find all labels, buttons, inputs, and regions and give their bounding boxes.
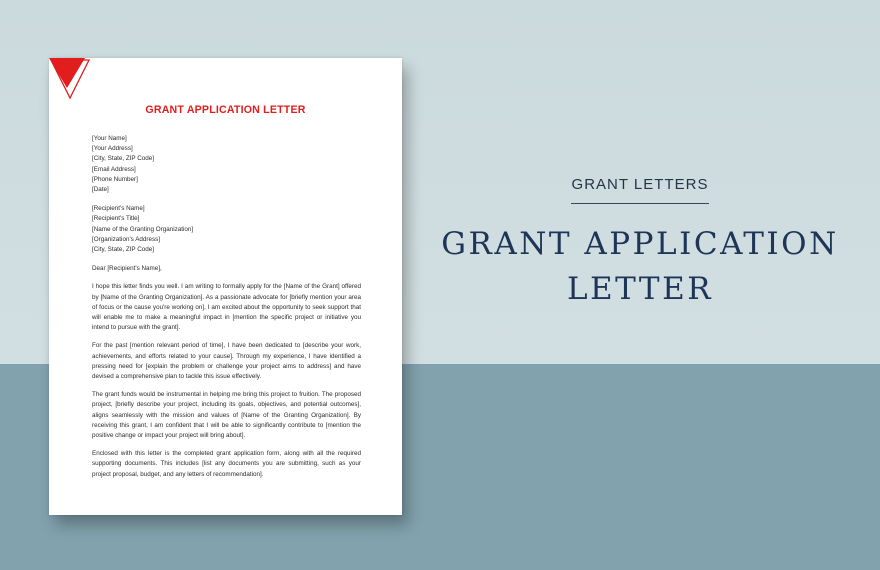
letter-document — [49, 58, 402, 515]
recipient-line: [City, State, ZIP Code] — [92, 246, 155, 254]
paragraph-experience: For the past [mention relevant period of time], I have been dedicated to [describe your work, achievements, and efforts related to your cause]. Through my experience, I have identified a pressing need for [explain the problem or challenge your project aims to address] and have devised a comprehensive plan to tackle this issue effectively. — [92, 342, 361, 381]
title-panel — [430, 170, 850, 312]
sender-line: [Date] — [92, 186, 109, 194]
recipient-block — [92, 204, 361, 255]
sender-line: [Your Name] — [92, 135, 127, 142]
sender-line: [Email Address] — [92, 165, 136, 173]
recipient-line: [Recipient's Title] — [92, 215, 140, 223]
sender-block — [92, 134, 361, 195]
main-title — [430, 222, 850, 312]
sender-line: [Phone Number] — [92, 175, 138, 183]
sender-line: [Your Address] — [92, 145, 133, 153]
category-label: GRANT LETTERS — [571, 176, 709, 193]
red-triangle-icon — [49, 58, 91, 100]
document-title: GRANT APPLICATION LETTER — [145, 104, 306, 116]
paragraph-project: The grant funds would be instrumental in helping me bring this project to fruition. The proposed project, [briefly describe your project, including its goals, objectives, and potential outcomes], aligns seamlessly with the mission and values of [Name of the Granting Organization]. By receiving this grant, I am confident that I will be able to significantly contribute to [mention the positive change or impact your project will bring about]. — [92, 391, 361, 440]
paragraph-enclosures: Enclosed with this letter is the completed grant application form, along with all the required supporting documents. This includes [list any documents you are submitting, such as your project proposal, budget, and any letters of recommendation]. — [92, 450, 361, 478]
paragraph-intro: I hope this letter finds you well. I am writing to formally apply for the [Name of the Grant] offered by [Name of the Granting Organization]. As a passionate advocate for [briefly mention your area of focus or the cause you're working on], I am excited about the opportunity to seek support that will enable me to make a meaningful impact in [mention the specific project or initiative you intend to pursue with the grant]. — [92, 283, 361, 332]
sender-line: [City, State, ZIP Code] — [92, 155, 155, 163]
recipient-line: [Organization's Address] — [92, 235, 161, 243]
letter-body — [92, 134, 361, 488]
main-title-line-2: LETTER — [566, 271, 714, 307]
salutation: Dear [Recipient's Name], — [92, 265, 162, 273]
main-title-line-1: GRANT APPLICATION — [441, 226, 839, 262]
recipient-line: [Name of the Granting Organization] — [92, 225, 194, 233]
divider — [571, 203, 709, 204]
recipient-line: [Recipient's Name] — [92, 205, 145, 213]
